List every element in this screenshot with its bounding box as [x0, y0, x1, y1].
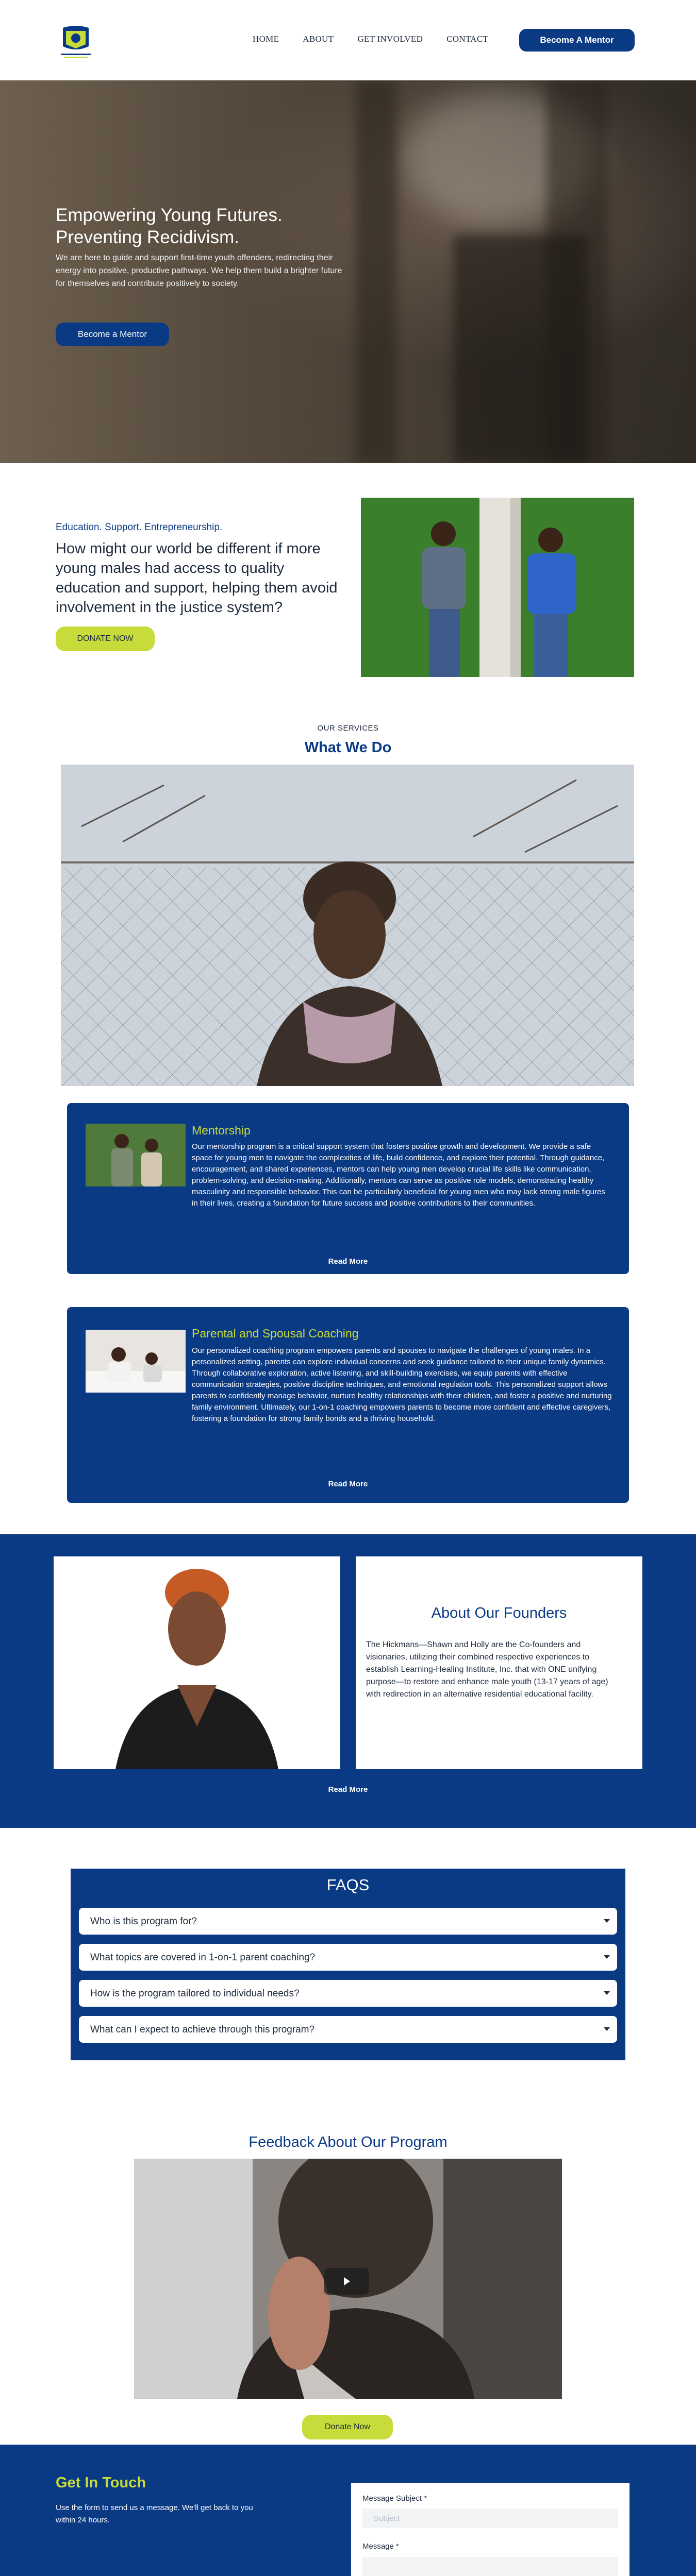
founders-read-more-link[interactable]: Read More	[328, 1785, 368, 1794]
faq-item[interactable]	[79, 1944, 617, 1971]
faq-question: Who is this program for?	[90, 1916, 197, 1927]
donate-now-feedback-button[interactable]: Donate Now	[302, 2415, 393, 2439]
mentorship-title: Mentorship	[192, 1124, 251, 1137]
site-logo[interactable]	[56, 23, 96, 63]
faq-section	[71, 1869, 625, 2060]
message-textarea[interactable]	[362, 2557, 618, 2576]
become-mentor-nav-button[interactable]: Become A Mentor	[519, 29, 635, 52]
subject-input[interactable]	[362, 2509, 618, 2528]
nav-contact[interactable]: CONTACT	[446, 34, 489, 44]
contact-form	[351, 2483, 629, 2576]
donate-now-button[interactable]: DONATE NOW	[56, 626, 155, 651]
nav-get-involved[interactable]: GET INVOLVED	[357, 34, 423, 44]
founders-text-box	[356, 1556, 642, 1769]
hero-body: We are here to guide and support first-time youth offenders, redirecting their energy into positive, productive pathways. We help them build a brighter future for themselves and contribute positively to society.	[56, 253, 342, 288]
hero-title-line: Empowering Young Futures.	[56, 205, 283, 225]
faq-item[interactable]	[79, 1908, 617, 1935]
contact-subtitle: Use the form to send us a message. We'll get back to you within 24 hours.	[56, 2503, 253, 2524]
services-title: What We Do	[304, 739, 392, 756]
chevron-down-icon	[604, 1919, 610, 1923]
nav-home[interactable]: HOME	[253, 34, 279, 44]
hero-section	[0, 80, 696, 463]
chevron-down-icon	[604, 2027, 610, 2031]
subject-label: Message Subject *	[362, 2494, 427, 2503]
faq-title: FAQS	[326, 1876, 370, 1894]
faq-item[interactable]	[79, 2016, 617, 2043]
woman-speaking-video[interactable]	[61, 765, 634, 1086]
hero-background-shape	[356, 80, 397, 463]
faq-question: How is the program tailored to individual needs?	[90, 1988, 300, 1999]
hero-background-shape	[454, 235, 588, 463]
mentorship-card	[67, 1103, 629, 1274]
coaching-body: Our personalized coaching program empowers parents and spouses to navigate the challenges of young males. In a personalized setting, parents can explore individual concerns and seek guidance tailored to their unique family dynamics. Through collaborative exploration, active listening, and skill-building exercises, we equip parents with effective communication strategies, positive discipline techniques, and emotional regulation tools. This personalized support allows parents to confidently manage behavior, nurture healthy relationships with their children, and foster a positive and nurturing family environment. Ultimately, our 1-on-1 coaching empowers parents to become more confident and effective caregivers, fostering a foundation for strong family bonds and a thriving household.	[192, 1346, 612, 1423]
contact-title: Get In Touch	[56, 2475, 146, 2491]
two-young-men-photo	[361, 498, 634, 677]
become-mentor-hero-button[interactable]: Become a Mentor	[56, 323, 169, 346]
mentorship-body: Our mentorship program is a critical support system that fosters positive growth and development. We provide a safe space for young men to navigate the complexities of life, build confidence, and explore their potential. Through guidance, encouragement, and shared experiences, mentors can help young men develop crucial life skills like communication, problem-solving, and decision-making. Additionally, mentors can serve as positive role models, demonstrating healthy masculinity and responsible behavior. This can be particularly beneficial for young men who may lack strong male figures in their lives, creating a foundation for future success and positive contributions to their communities.	[192, 1142, 605, 1208]
coaching-title: Parental and Spousal Coaching	[192, 1327, 359, 1340]
founders-title: About Our Founders	[431, 1605, 567, 1621]
founders-body: The Hickmans—Shawn and Holly are the Co-founders and visionaries, utilizing their combined respective experiences to establish Learning-Healing Institute, Inc. that with ONE unifying purpose—to restore and enhance male youth (13-17 years of age) with redirection in an alternative residential educational facility.	[366, 1640, 608, 1699]
hero-title-line: Preventing Recidivism.	[56, 227, 239, 247]
intro-question: How might our world be different if more young males had access to quality education and support, helping them avoid involvement in the justice system?	[56, 540, 338, 616]
coaching-photo	[86, 1330, 186, 1393]
faq-question: What can I expect to achieve through this program?	[90, 2024, 315, 2035]
faq-question: What topics are covered in 1-on-1 parent coaching?	[90, 1952, 316, 1963]
chevron-down-icon	[604, 1955, 610, 1959]
feedback-title: Feedback About Our Program	[248, 2134, 448, 2150]
main-nav	[253, 34, 512, 44]
play-button-icon[interactable]	[324, 2268, 369, 2295]
services-label: OUR SERVICES	[317, 724, 379, 733]
coaching-card	[67, 1307, 629, 1503]
faq-item[interactable]	[79, 1980, 617, 2007]
mentorship-photo	[86, 1124, 186, 1187]
intro-kicker: Education. Support. Entrepreneurship.	[56, 522, 223, 533]
chevron-down-icon	[604, 1991, 610, 1995]
hero-title	[56, 204, 344, 248]
founder-portrait	[54, 1556, 340, 1769]
site-header	[0, 0, 696, 80]
message-label: Message *	[362, 2542, 399, 2551]
coaching-read-more-link[interactable]: Read More	[328, 1480, 368, 1488]
mentorship-read-more-link[interactable]: Read More	[328, 1257, 368, 1266]
nav-about[interactable]: ABOUT	[303, 34, 334, 44]
